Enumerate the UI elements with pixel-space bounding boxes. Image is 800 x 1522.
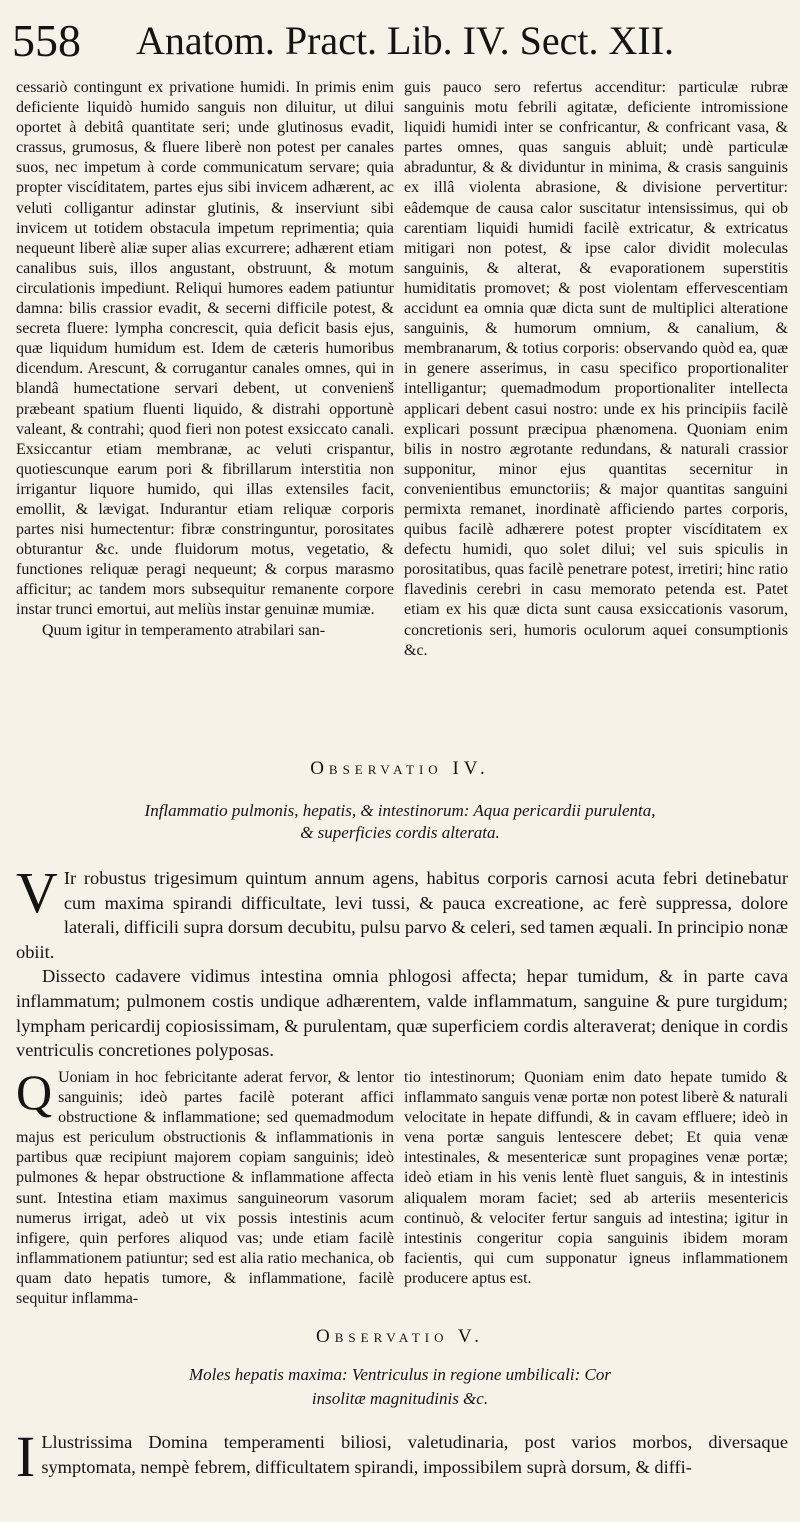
running-title: Anatom. Pract. Lib. IV. Sect. XII. <box>136 18 675 63</box>
drop-cap: Q <box>16 1064 53 1120</box>
drop-cap: V <box>16 860 58 925</box>
observatio-iv-subtitle-1: Inflammatio pulmonis, hepatis, & intestinorum: Aqua pericardii purulenta, <box>144 801 656 820</box>
observatio-v-text <box>16 1424 788 1489</box>
paragraph: guis pauco sero refertus accenditur: particulæ rubræ sanguinis motu febrili agitatæ, deficiente intromissione liquidi humidi inter se confricantur, & confricant vasa, & partes omnes, quas sanguis abluit; undè particulæ abraduntur, & & dividuntur in minima, & crasis sanguinis ex illâ violenta abrasione, & divisione pervertitur: eâdemque de causa calor suscitatur intensissimus, qui ob carentiam liquidi humidi facilè extricatur, & extricatus mitigari non potest, & ipse calor dividit moleculas sanguinis, & alterat, & evaporationem superstitis humiditatis promovet; & post violentam effervescentiam accidunt ea omnia quæ dicta sunt de multiplici alteratione sanguinis, & humorum omnium, & canalium, & membranarum, & totius corporis: observando quòd ea, quæ in genere asserimus, in casu specifico proportionaliter intelligantur; quemadmodum proportionaliter intellecta applicari debent casui nostro: unde ex his principiis facilè explicari possunt præcipua phænomena. Quoniam enim bilis in nostro ægrotante redundans, & naturali crassior supponitur, minor ejus quantitas secernitur in convenientibus emunctoriis; & major quantitas sanguini permixta remanet, inordinatè afficiendo partes corporis, quibus facilè adhærere potest propter viscíditatem ex defectu humidi, quo solet dilui; vel suis spiculis in porositatibus, quas facilè penetrare potest, irretiri; hinc ratio flavedinis cerebri in casu memorato petenda est. Patet etiam ex his quæ dicta sunt causa exsiccationis vasorum, concretionis seri, humoris oculorum aquei consumptionis &c. <box>404 79 788 659</box>
page-header <box>12 15 788 70</box>
case-text: Llustrissima Domina temperamenti biliosi, valetudinaria, post varios morbos, diversaque symptomata, nempè febrem, difficultatem spirandi, impossibilem suprà dorsum, & diffi- <box>41 1432 788 1477</box>
observatio-v-subtitle-2: insolitæ magnitudinis &c. <box>311 1389 489 1408</box>
paragraph: Quum igitur in temperamento atrabilari san- <box>42 621 326 639</box>
section1-right-column <box>404 78 788 661</box>
observatio-v-subtitle-1: Moles hepatis maxima: Ventriculus in regione umbilicali: Cor <box>189 1365 611 1384</box>
case-text: Ir robustus trigesimum quintum annum agens, habitus corporis carnosi acuta febri detinebatur cum maxima spirandi difficultate, levi tussi, & pauca excreatione, ac ferè suppressa, dolore laterali, difficili supra dorsum decubitu, pulsu parvo & celeri, sed tamen æquali. In principio nonæ obiit. <box>16 868 788 962</box>
commentary-right-text: tio intestinorum; Quoniam enim dato hepate tumido & inflammato sanguis venæ portæ non potest liberè & naturali velocitate in hepate diffundi, & in cavam effluere; ideò in vena portæ sanguis lentescere debet; Et quia venæ intestinales, & mesentericæ sunt propagines venæ portæ; ideò etiam in his venis lentè fluet sanguis, & in intestinis aliqualem moram faciet; sed ab arteriis mesentericis continuò, & velociter fertur sanguis ad intestina; igitur in intestinis congeritur copia sanguinis ibidem moram facientis, qui cum supponatur igneus inflammationem producere aptus est. <box>404 1069 788 1287</box>
drop-cap: I <box>16 1424 36 1489</box>
observatio-v-heading: Observatio V. <box>316 1326 484 1347</box>
case-history <box>16 860 788 1063</box>
dissection-text: Dissecto cadavere vidimus intestina omnia phlogosi affecta; hepar tumidum, & in parte cava inflammatum; pulmonem costis undique adhærentem, valde inflammatum, sanguine & pure turgidum; lympham pericardij copiosissimam, & purulentam, quæ superficiem cordis alteraverat; denique in cordis ventriculis concretiones polyposas. <box>16 966 788 1061</box>
page-number: 558 <box>12 15 81 66</box>
commentary-right-column <box>404 1068 788 1289</box>
observatio-iv-heading: Observatio IV. <box>310 758 490 779</box>
observatio-iv-subtitle-2: & superficies cordis alterata. <box>300 823 500 842</box>
section1-left-column <box>16 78 394 641</box>
commentary-left-text: Uoniam in hoc febricitante aderat fervor, & lentor sanguinis; ideò partes facilè poterant affici obstructione & inflammatione; sed quemadmodum majus est periculum obstructionis & inflammationis in partibus quæ recipiunt majorem copiam sanguinis; ideò pulmones & hepar obstructione & inflammatione affecta sunt. Intestina etiam maximus sanguineorum vasorum numerus irrigat, adeò ut vix possis intestinis acum infigere, quin perfores aliquod vas; unde etiam facilè inflammationem patiuntur; sed est alia ratio mechanica, ob quam dato hepatis tumore, & inflammatione, facilè sequitur inflamma- <box>16 1069 394 1308</box>
commentary-left-column <box>16 1064 394 1309</box>
paragraph: cessariò contingunt ex privatione humidi. In primis enim deficiente liquidò humido sanguis non diluitur, ut dilui oportet à debitâ quantitate seri; unde glutinosus evadit, crassus, grumosus, & fluere liberè non potest per canales suos, nec impetum à corde communicatum servare; quia propter viscíditatem, partes ejus sibi invicem adhærent, ac veluti colligantur adinstar glutinis, & inserviunt sibi invicem ut totidem obstacula impetum reprimentia; quia nequeunt liberè aliæ super alias excurrere; adhærent etiam canalibus suis, illos angustant, obstruunt, & motum circulationis impediunt. Reliqui humores eadem patiuntur damna: bilis crassior evadit, & secerni difficile potest, & secreta fluere: lympha concrescit, quia deficit basis ejus, quæ liquidum humidum est. Idem de cæteris humoribus dicendum. Arescunt, & corrugantur canales omnes, qui in blandâ humectatione servari debent, ut convenienš præbeant spatium fluenti liquido, & distrahi opportunè valeant, & contrahi; quod fieri non potest exsiccato canali. Exsiccantur etiam membranæ, ac veluti crispantur, quotiescunque earum pori & fibrillarum interstitia non irrigantur liquore humido, qui illas extensiles facit, emollit, & lævigat. Indurantur etiam reliquæ corporis partes nisi humectentur: fibræ constringuntur, porositates obturantur &c. unde fluidorum motus, vegetatio, & functiones reliquæ peragi nequeunt; & corpus marasmo afficitur; ac tandem mors subsequitur remanente corpore instar trunci emortui, aut meliùs instar genuinæ mumiæ. <box>16 79 394 619</box>
